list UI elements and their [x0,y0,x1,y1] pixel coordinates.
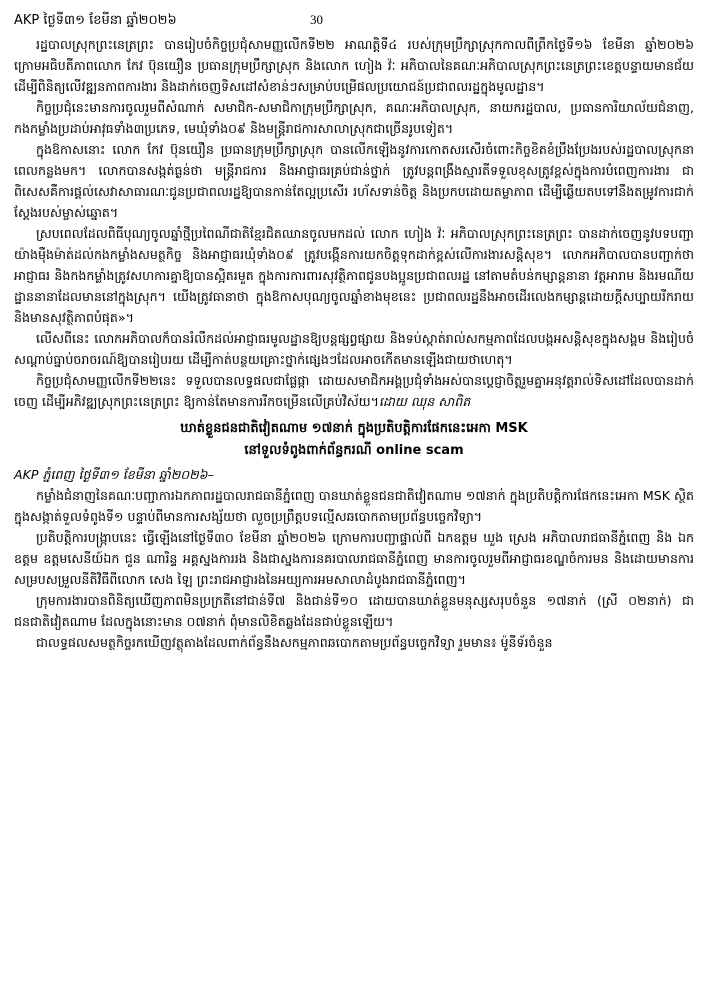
article1-paragraph-6 [14,370,694,412]
article1-paragraph-2: កិច្ចប្រជុំនេះមានការចូលរួមពីសំណាក់ សមាជិក-សមាជិកាក្រុមប្រឹក្សាស្រុក, គណៈអភិបាលស្រុក, នាយករដ្ឋបាល, ប្រធានការិយាល័យជំនាញ, កងកម្លាំងប្រដាប់អាវុធទាំង៣ប្រភេទ, មេឃុំទាំង០៩ និងមន្ត្រីរាជការសាលាស្រុកជាច្រើនរូបទៀត។ [14,100,694,136]
article-2 [14,418,694,653]
article2-dateline: AKP ភ្នំពេញ ថ្ងៃទី៣១ ខែមីនា ឆ្នាំ២០២៦– [14,467,214,482]
article2-headline-line-1: ឃាត់ខ្លួនជនជាតិវៀតណាម ១៧នាក់ ក្នុងប្រតិបត្តិការផែកនេះអេកា MSK [180,421,528,436]
article2-paragraph-3: ក្រុមការងារបានពិនិត្យឃើញភាពមិនប្រក្រតីនៅជាន់ទី៧ និងជាន់ទី១០ ដោយបានឃាត់ខ្លួនមនុស្សសរុបចំនួន ១៧នាក់ (ស្រី ០២នាក់) ជាជនជាតិវៀតណាម ដែលក្នុងនោះមាន ០៧នាក់ ពុំមានលិខិតឆ្លងដែនជាប់ខ្លួនឡើយ។ [14,593,694,629]
article1-paragraph-5: លើសពីនេះ លោកអភិបាលក៏បានរំលឹកដល់អាជ្ញាធរមូលដ្ឋានឱ្យបន្តផ្សព្វផ្សាយ និងទប់ស្កាត់រាល់សកម្មភាពដែលបង្កអសន្តិសុខក្នុងសង្គម និងរៀបចំសណ្តាប់ធ្នាប់ចរាចរណ៍ឱ្យបានរៀបរយ ដើម្បីកាត់បន្ថយគ្រោះថ្នាក់ផ្សេងៗដែលអាចកើតមានឡើងជាយថាហេតុ។ [14,331,694,367]
article1-paragraph-4: ស្របពេលដែលពិធីបុណ្យចូលឆ្នាំថ្មីប្រពៃណីជាតិខ្មែរជិតឈានចូលមកដល់ លោក ហៀង វ៉ៈ អភិបាលស្រុកព្រះនេត្រព្រះ បានដាក់ចេញនូវបទបញ្ជាយ៉ាងម៉ឺងម៉ាត់ដល់កងកម្លាំងសមត្ថកិច្ច និងអាជ្ញាធរឃុំទាំង០៩ ត្រូវបង្កើនការយកចិត្តទុកដាក់ខ្ពស់លើការងារសន្តិសុខ។ លោកអភិបាលបានបញ្ជាក់ថា អាជ្ញាធរ និងកងកម្លាំងត្រូវសហការគ្នាឱ្យបានស្អិតរមួត ក្នុងការការពារសុវត្ថិភាពជូនបងប្អូនប្រជាពលរដ្ឋ នៅតាមតំបន់កម្សាន្តនានា វត្តអារាម និងរមណីយដ្ឋាននានាដែលមាននៅក្នុងស្រុក។ យើងត្រូវធានាថា ក្នុងឱកាសបុណ្យចូលឆ្នាំខាងមុខនេះ ប្រជាពលរដ្ឋនឹងអាចដើរលេងកម្សាន្តដោយក្តីសប្បាយរីករាយ និងមានសុវត្ថិភាពបំផុត»។ [14,226,694,325]
article1-paragraph-3: ក្នុងឱកាសនោះ លោក កែវ ប៊ុនយឿន ប្រធានក្រុមប្រឹក្សាស្រុក បានលើកឡើងនូវការកោតសរសើរចំពោះកិច្ចខិតខំប្រឹងប្រែងរបស់រដ្ឋបាលស្រុកនាពេលកន្លងមក។ លោកបានសង្កត់ធ្ងន់ថា មន្ត្រីរាជការ និងអាជ្ញាធរគ្រប់ជាន់ថ្នាក់ ត្រូវបន្តពង្រឹងស្មារតីទទួលខុសត្រូវខ្ពស់ក្នុងការបំពេញការងារ ជាពិសេសគឺការផ្តល់សេវាសាធារណៈជូនប្រជាពលរដ្ឋឱ្យបានកាន់តែល្អប្រសើរ រហ័សទាន់ចិត្ត និងប្រកបដោយតម្លាភាព ដើម្បីឆ្លើយតបទៅនឹងតម្រូវការជាក់ស្តែងរបស់ម្ចាស់ឆ្នោត។ [14,142,694,220]
page-number: 30 [310,12,323,27]
article1-paragraph-6-text: កិច្ចប្រជុំសាមញ្ញលើកទី២២នេះ ទទួលបានលទ្ធផលជាផ្លែផ្កា ដោយសមាជិកអង្គប្រជុំទាំងអស់បានប្តេជ្ញាចិត្តរួមគ្នាអនុវត្តរាល់ទិសដៅដែលបានដាក់ចេញ ដើម្បីអភិវឌ្ឍស្រុកព្រះនេត្រព្រះ ឱ្យកាន់តែមានការរីកចម្រើនលើគ្រប់វិស័យ។ [14,373,694,409]
article2-paragraph-1: កម្លាំងជំនាញនៃគណៈបញ្ជាការឯកភាពរដ្ឋបាលរាជធានីភ្នំពេញ បានឃាត់ខ្លួនជនជាតិវៀតណាម ១៧នាក់ ក្នុងប្រតិបត្តិការផែកនេះអេកា MSK ស្ថិតក្នុងសង្កាត់ទួលទំពូងទី១ បន្ទាប់ពីមានការសង្ស័យថា លួចប្រព្រឹត្តបទល្មើសឆបោកតាមប្រព័ន្ធបច្ចេកវិទ្យា។ [14,488,694,524]
page-header [14,8,694,36]
article1-byline: ដោយ ឈុន សាពិត [378,394,471,409]
article2-headline [14,418,694,462]
article-1 [14,34,694,412]
page-content [14,34,694,653]
article2-headline-line-2: នៅទួលទំពូងពាក់ព័ន្ធករណី online scam [244,443,464,458]
header-date: AKP ថ្ងៃទី៣១ ខែមីនា ឆ្នាំ២០២៦ [14,13,177,28]
article1-paragraph-1: រដ្ឋបាលស្រុកព្រះនេត្រព្រះ បានរៀបចំកិច្ចប្រជុំសាមញ្ញលើកទី២២ អាណត្តិទី៤ របស់ក្រុមប្រឹក្សាស្រុកកាលពីព្រឹកថ្ងៃទី១៦ ខែមីនា ឆ្នាំ២០២៦ ក្រោមអធិបតីភាពលោក កែវ ប៊ុនយឿន ប្រធានក្រុមប្រឹក្សាស្រុក និងលោក ហៀង វ៉ៈ អភិបាលនៃគណៈអភិបាលស្រុកព្រះនេត្រព្រះខេត្តបន្ទាយមានជ័យ ដើម្បីពិនិត្យលើវឌ្ឍនភាពការងារ និងដាក់ចេញទិសដៅសំខាន់ៗសម្រាប់បម្រើផលប្រយោជន៍ប្រជាពលរដ្ឋក្នុងមូលដ្ឋាន។ [14,37,694,94]
article2-paragraph-2: ប្រតិបត្តិការបង្ក្រាបនេះ ធ្វើឡើងនៅថ្ងៃទី៣០ ខែមីនា ឆ្នាំ២០២៦ ក្រោមការបញ្ជាផ្ទាល់ពី ឯកឧត្តម ឃួង ស្រេង អភិបាលរាជធានីភ្នំពេញ និង ឯកឧត្តម ឧត្តមសេនីយ៍ឯក ជួន ណារិន្ទ អគ្គស្នងការរង និងជាស្នងការនគរបាលរាជធានីភ្នំពេញ មានការចូលរួមពីអាជ្ញាធរខណ្ឌចំការមន និងដោយមានការសម្របសម្រួលនីតិវិធីពីលោក សេង ឡៃ ព្រះរាជអាជ្ញារងនៃអយ្យការអមសាលាដំបូងរាជធានីភ្នំពេញ។ [14,530,694,587]
article2-paragraph-4: ជាលទ្ធផលសមត្ថកិច្ចរកឃើញវត្ថុតាងដែលពាក់ព័ន្ធនឹងសកម្មភាពឆបោកតាមប្រព័ន្ធបច្ចេកវិទ្យា រួមមាន៖ ម៉ូនីទ័រចំនួន [36,635,553,650]
